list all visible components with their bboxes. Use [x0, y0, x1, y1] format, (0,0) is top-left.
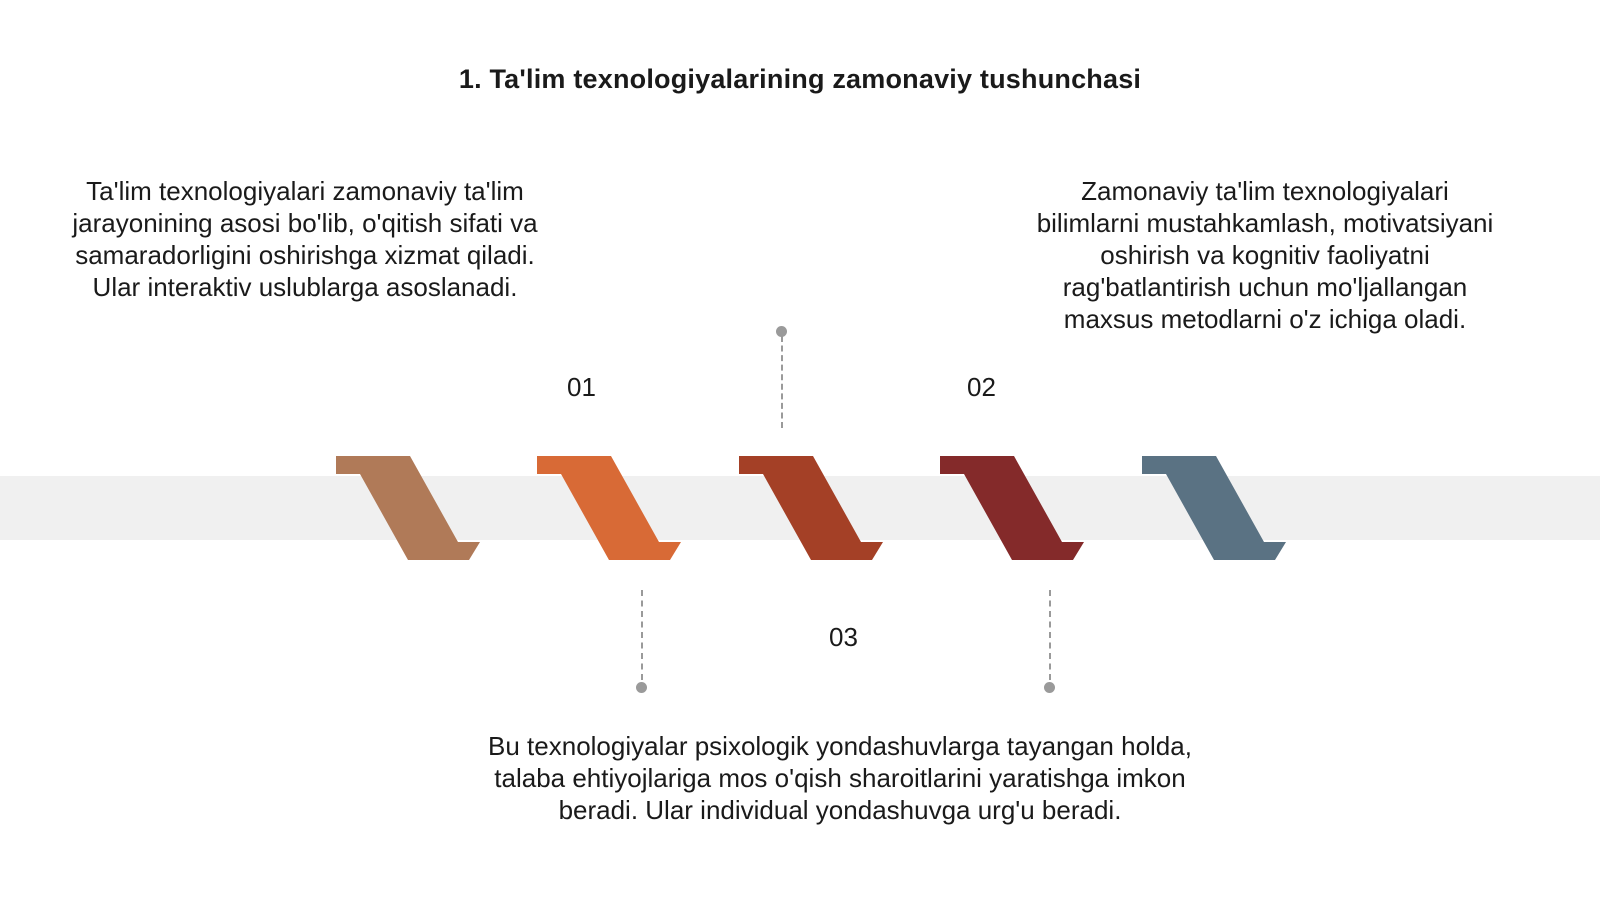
connector-bottom-left-line — [641, 590, 643, 680]
step-text-2: Zamonaviy ta'lim texnologiyalari bilimlarni mustahkamlash, motivatsiyani oshirish va kognitiv faoliyatni rag'batlantirish uchun mo'ljallangan maxsus metodlarni o'z ichiga oladi. — [1036, 176, 1494, 334]
chevron-shape-3 — [739, 456, 883, 560]
connector-top-line — [781, 336, 783, 428]
connector-bottom-left-dot — [636, 682, 647, 693]
step-text-3: Bu texnologiyalar psixologik yondashuvlarga tayangan holda, talaba ehtiyojlariga mos o'qish sharoitlarini yaratishga imkon beradi. Ular individual yondashuvga urg'u beradi. — [488, 731, 1192, 825]
chevron-shape-1 — [336, 456, 480, 560]
slide-title: 1. Ta'lim texnologiyalarining zamonaviy tushunchasi — [458, 64, 1142, 94]
step-number-2: 02 — [967, 372, 996, 402]
connector-bottom-right-line — [1049, 590, 1051, 680]
step-number-3: 03 — [829, 622, 858, 652]
chevron-shape-4 — [940, 456, 1084, 560]
step-number-1: 01 — [567, 372, 596, 402]
connector-bottom-right-dot — [1044, 682, 1055, 693]
step-text-1: Ta'lim texnologiyalari zamonaviy ta'lim jarayonining asosi bo'lib, o'qitish sifati va samaradorligini oshirishga xizmat qiladi. Ular interaktiv uslublarga asoslanadi. — [72, 176, 538, 302]
chevron-shape-2 — [537, 456, 681, 560]
chevron-shape-5 — [1142, 456, 1286, 560]
